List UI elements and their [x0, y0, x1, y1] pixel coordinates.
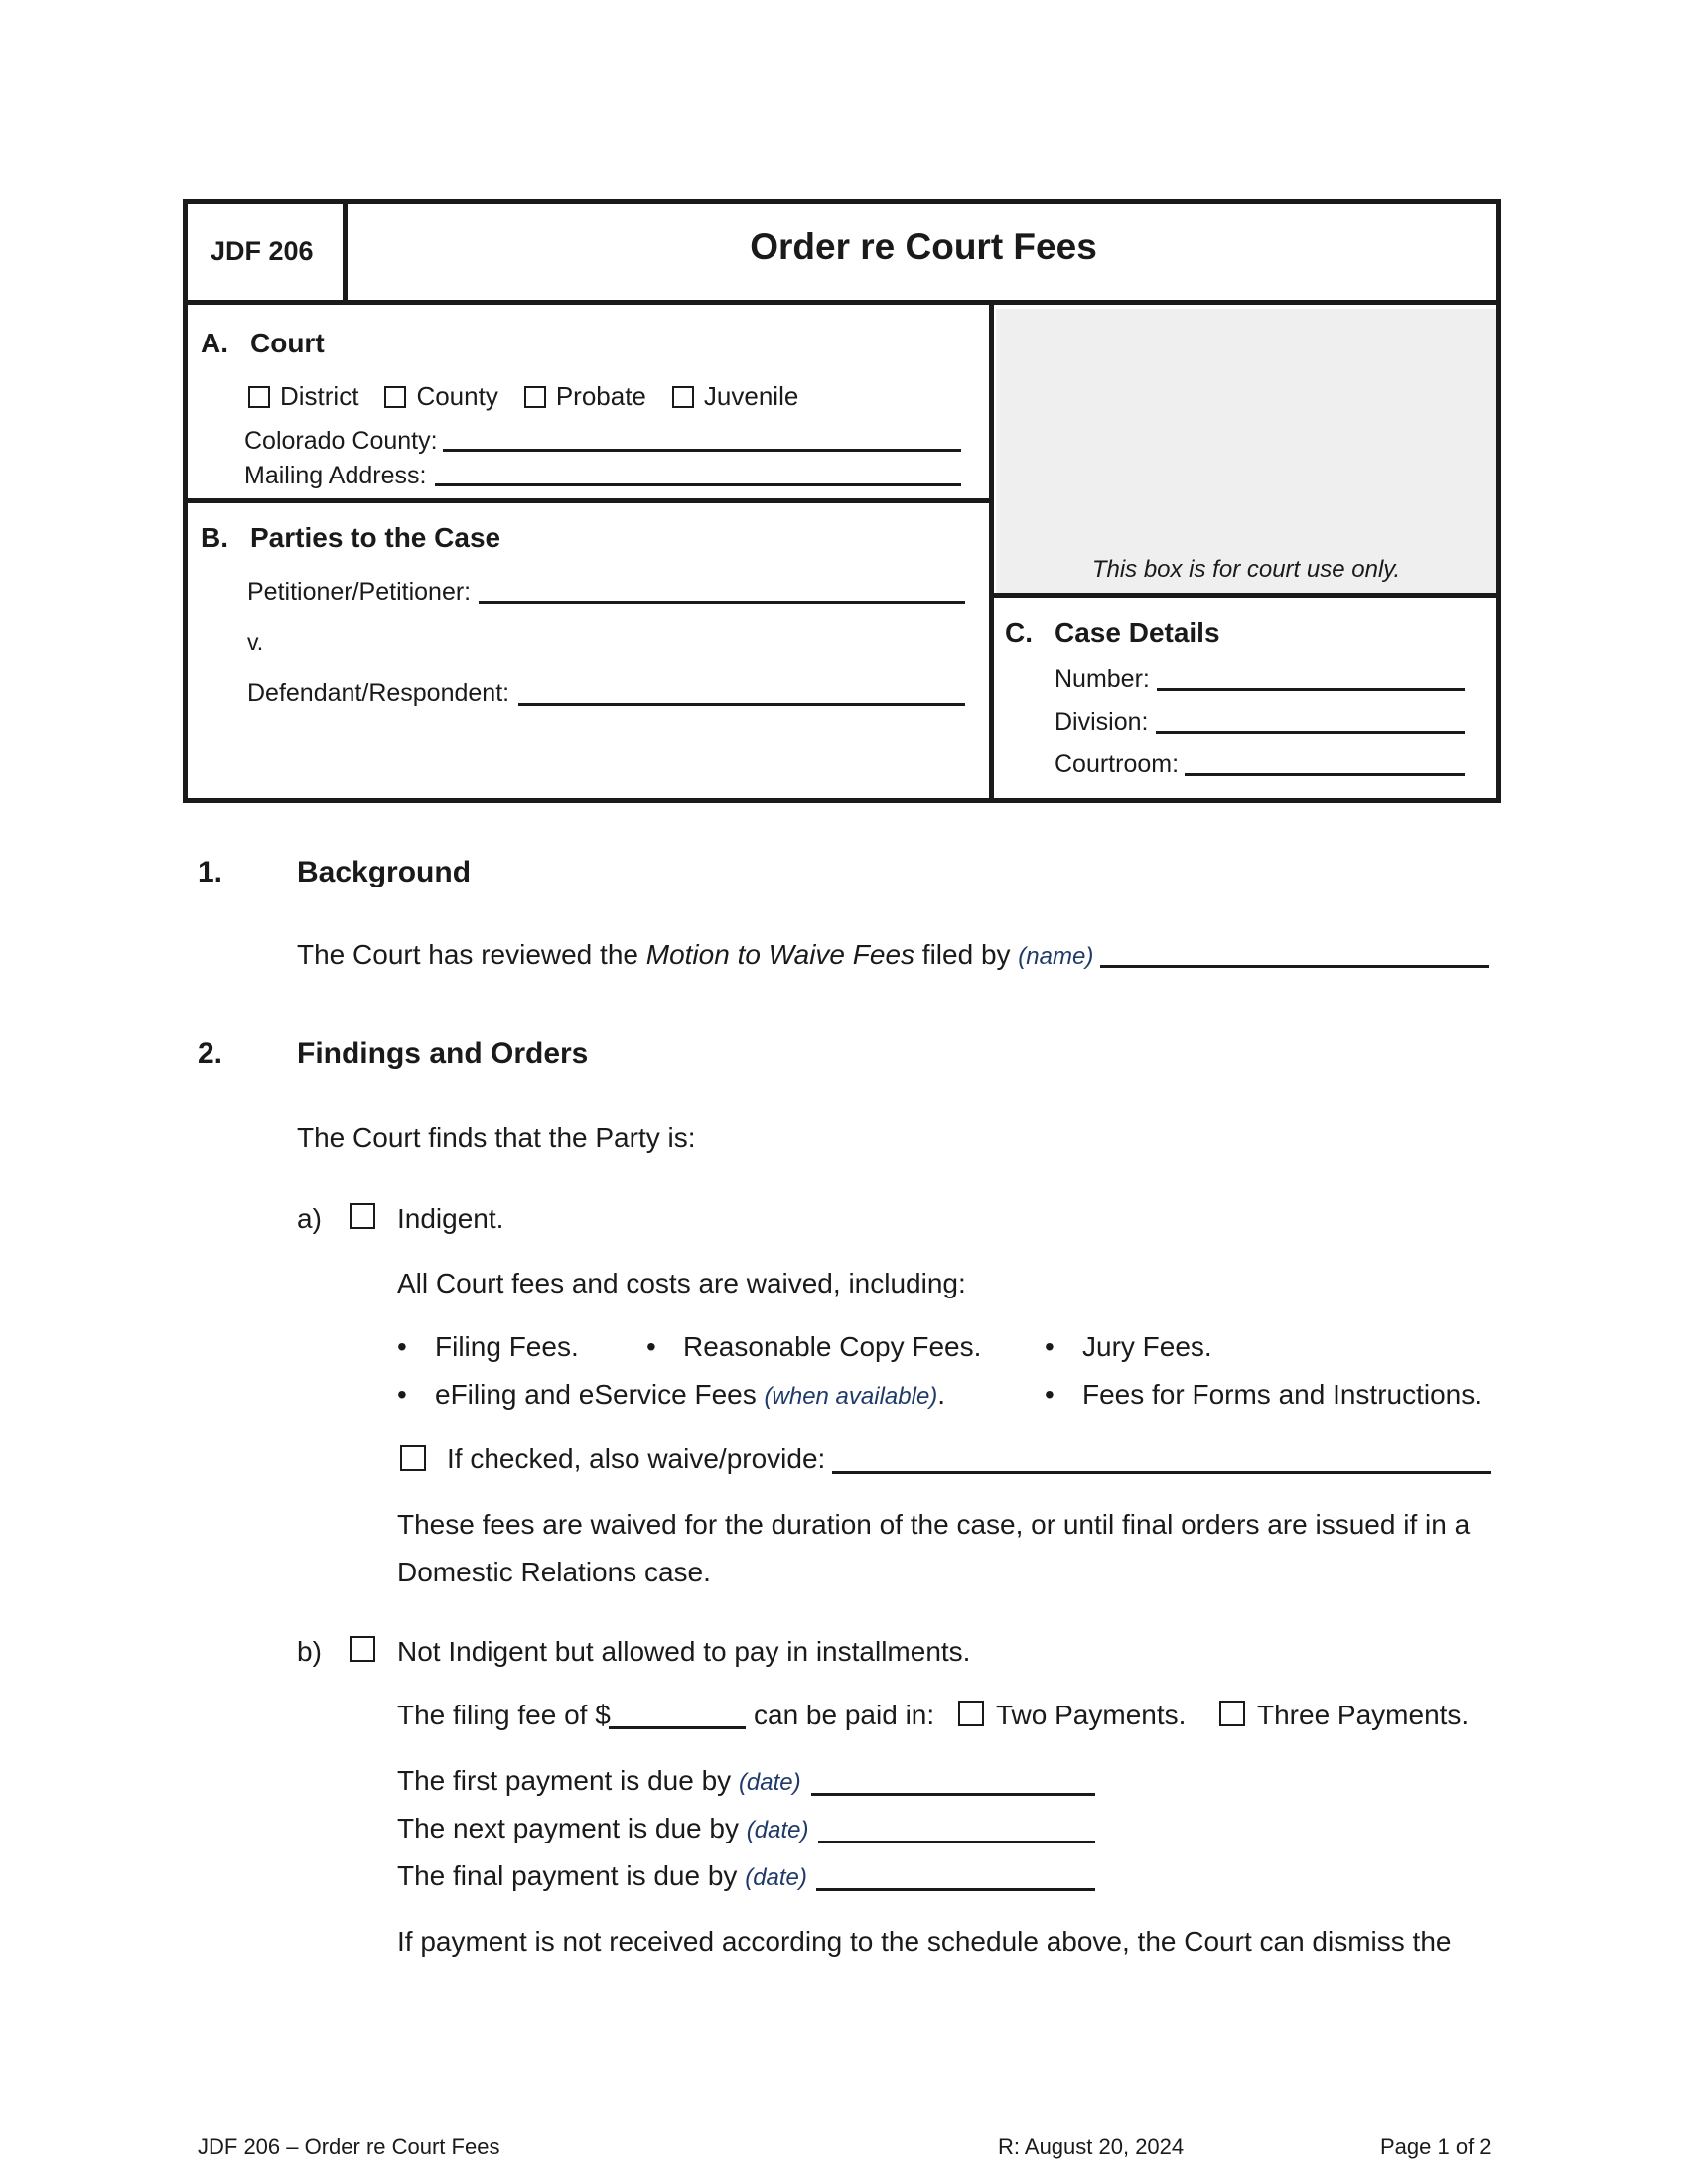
bullet-icon: •: [646, 1331, 656, 1362]
installments-checkbox[interactable]: [350, 1636, 375, 1662]
duration-line-1: These fees are waived for the duration of the case, or until final orders are issued if in a: [397, 1509, 1471, 1540]
section-a-letter: A.: [201, 328, 228, 358]
footer-left: JDF 206 – Order re Court Fees: [198, 2134, 500, 2159]
fee-after: can be paid in:: [754, 1700, 935, 1730]
indigent-title: Indigent.: [397, 1203, 504, 1234]
bullet-icon: •: [397, 1331, 407, 1362]
juvenile-checkbox[interactable]: [672, 386, 694, 408]
petitioner-field[interactable]: [479, 601, 965, 604]
two-payments-label: Two Payments.: [996, 1700, 1187, 1730]
date-hint: (date): [745, 1864, 807, 1891]
bullet-jury-fees: Jury Fees.: [1082, 1331, 1212, 1362]
section-c-letter: C.: [1005, 617, 1033, 648]
court-option-juvenile[interactable]: [672, 381, 798, 412]
divider: [989, 303, 994, 803]
date-hint: (date): [746, 1817, 809, 1843]
district-checkbox[interactable]: [248, 386, 270, 408]
also-waive-label: If checked, also waive/provide:: [447, 1443, 826, 1474]
next-payment-label: The next payment is due by: [397, 1813, 739, 1843]
divider: [992, 593, 1501, 598]
two-payments-checkbox[interactable]: [958, 1701, 984, 1726]
final-payment-label: The final payment is due by: [397, 1860, 738, 1891]
name-hint: (name): [1018, 943, 1094, 970]
bullet-icon: •: [1045, 1331, 1055, 1362]
option-a-label: a): [297, 1203, 322, 1234]
county-checkbox[interactable]: [384, 386, 406, 408]
dismiss-text: If payment is not received according to the schedule above, the Court can dismiss the: [397, 1926, 1452, 1957]
motion-title: Motion to Waive Fees: [645, 939, 915, 970]
courtroom-field[interactable]: [1185, 773, 1465, 776]
courtroom-label: Courtroom:: [1055, 751, 1180, 778]
juvenile-label: Juvenile: [703, 381, 799, 411]
court-option-district[interactable]: [248, 381, 358, 412]
court-option-county[interactable]: [384, 381, 497, 412]
waived-intro: All Court fees and costs are waived, including:: [397, 1268, 966, 1298]
defendant-field[interactable]: [518, 703, 965, 706]
bullet-filing-fees: Filing Fees.: [435, 1331, 579, 1362]
county-label: County: [416, 381, 498, 411]
case-number-field[interactable]: [1157, 688, 1465, 691]
background-text-after: filed by: [914, 939, 1019, 970]
section-1-number: 1.: [198, 856, 223, 888]
probate-label: Probate: [555, 381, 646, 411]
colorado-county-field[interactable]: [443, 449, 961, 452]
petitioner-label: Petitioner/Petitioner:: [247, 578, 472, 606]
section-b-heading: Parties to the Case: [250, 522, 501, 553]
three-payments-label: Three Payments.: [1257, 1700, 1470, 1730]
form-code: JDF 206: [211, 236, 314, 266]
district-label: District: [280, 381, 359, 411]
division-label: Division:: [1055, 708, 1149, 736]
fee-before: The filing fee of $: [397, 1700, 611, 1730]
form-title: Order re Court Fees: [750, 226, 1097, 267]
defendant-label: Defendant/Respondent:: [247, 679, 510, 707]
colorado-county-label: Colorado County:: [244, 427, 438, 455]
bullet-icon: •: [1045, 1379, 1055, 1410]
section-2-heading: Findings and Orders: [297, 1037, 589, 1070]
mailing-address-label: Mailing Address:: [244, 462, 427, 489]
findings-intro: The Court finds that the Party is:: [297, 1122, 696, 1153]
efiling-hint: (when available): [764, 1383, 938, 1410]
bullet-forms-fees: Fees for Forms and Instructions.: [1082, 1379, 1483, 1410]
section-a-heading: Court: [250, 328, 325, 358]
option-b-label: b): [297, 1636, 322, 1667]
final-payment-row: [397, 1860, 807, 1892]
footer-center: R: August 20, 2024: [998, 2134, 1185, 2159]
background-sentence: [297, 939, 1093, 971]
first-payment-row: [397, 1765, 801, 1797]
court-use-note: This box is for court use only.: [1091, 556, 1401, 583]
section-1-heading: Background: [297, 856, 472, 888]
divider: [183, 300, 1501, 305]
next-payment-date-field[interactable]: [818, 1841, 1095, 1843]
also-waive-checkbox[interactable]: [400, 1445, 426, 1471]
bullet-efiling-fees: eFiling and eService Fees (when available).: [435, 1379, 946, 1410]
indigent-checkbox[interactable]: [350, 1203, 375, 1229]
fee-amount-field[interactable]: [609, 1726, 746, 1729]
bullet-copy-fees: Reasonable Copy Fees.: [683, 1331, 982, 1362]
court-type-options: [248, 381, 824, 412]
section-2-number: 2.: [198, 1037, 223, 1070]
filer-name-field[interactable]: [1100, 965, 1489, 968]
final-payment-date-field[interactable]: [816, 1888, 1095, 1891]
division-field[interactable]: [1156, 731, 1465, 734]
duration-line-2: Domestic Relations case.: [397, 1557, 711, 1587]
first-payment-date-field[interactable]: [811, 1793, 1095, 1796]
also-waive-field[interactable]: [832, 1471, 1491, 1474]
section-b-letter: B.: [201, 522, 228, 553]
bullet-icon: •: [397, 1379, 407, 1410]
footer-right: Page 1 of 2: [1380, 2134, 1492, 2159]
court-use-box: [996, 309, 1496, 593]
versus-text: v.: [247, 629, 264, 655]
probate-checkbox[interactable]: [524, 386, 546, 408]
divider: [183, 498, 992, 503]
three-payments-checkbox[interactable]: [1219, 1701, 1245, 1726]
court-option-probate[interactable]: [524, 381, 646, 412]
first-payment-label: The first payment is due by: [397, 1765, 732, 1796]
installments-title: Not Indigent but allowed to pay in installments.: [397, 1636, 971, 1667]
section-c-heading: Case Details: [1055, 617, 1220, 648]
case-number-label: Number:: [1055, 665, 1150, 693]
date-hint: (date): [738, 1769, 801, 1796]
efiling-text: eFiling and eService Fees: [435, 1379, 757, 1410]
mailing-address-field[interactable]: [435, 483, 961, 486]
next-payment-row: [397, 1813, 808, 1844]
background-text-before: The Court has reviewed the: [297, 939, 646, 970]
